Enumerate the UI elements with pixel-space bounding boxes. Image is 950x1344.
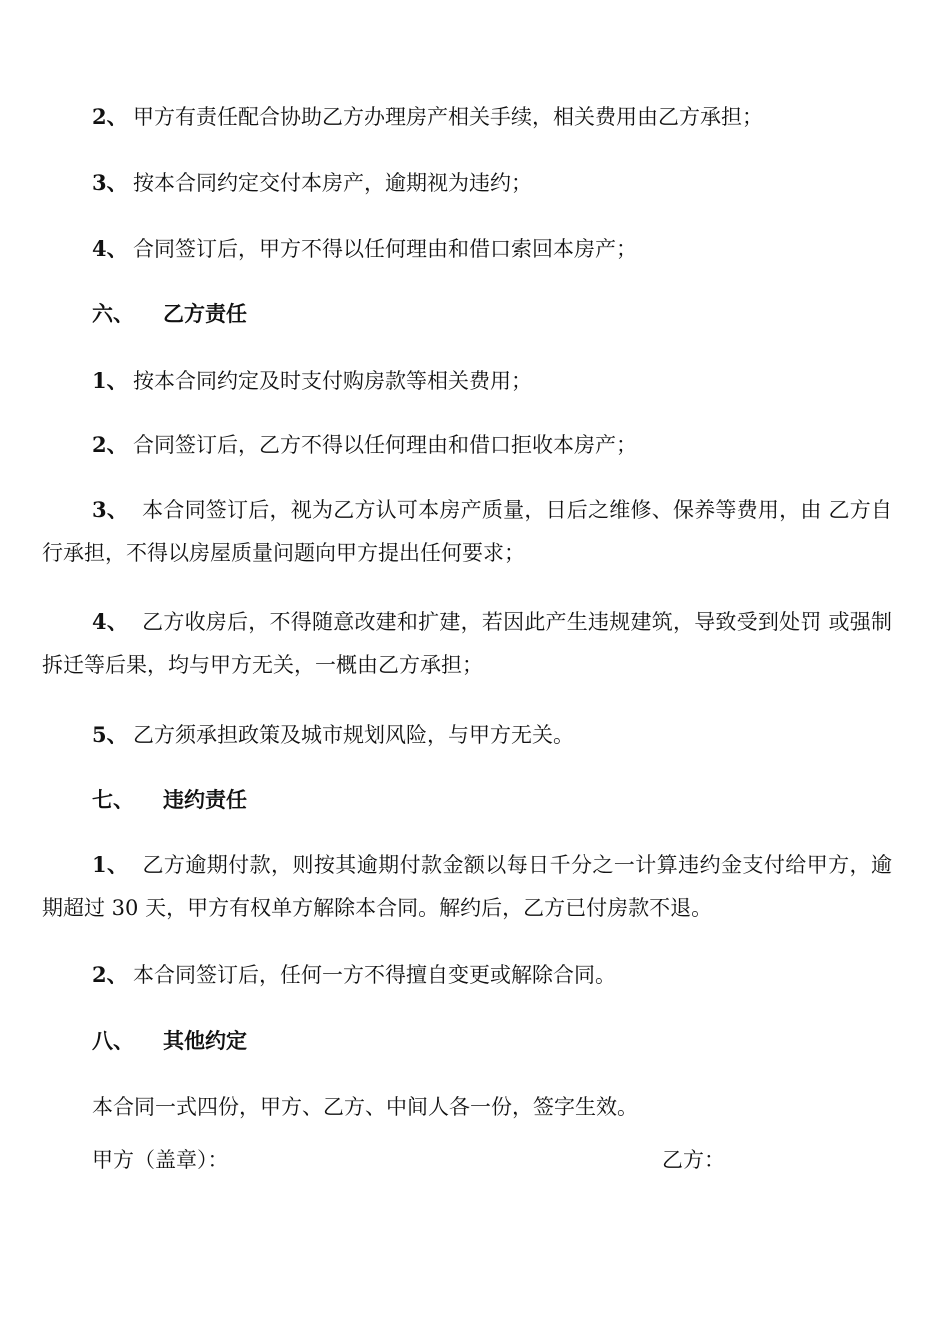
- item-text: 按本合同约定交付本房产，逾期视为违约；: [133, 171, 532, 195]
- item-number: 3、: [92, 497, 129, 522]
- section-title: 违约责任: [163, 787, 247, 812]
- item-number: 3、: [92, 170, 128, 195]
- list-item: [42, 600, 892, 687]
- item-text: 合同签订后，乙方不得以任何理由和借口拒收本房产；: [133, 433, 637, 457]
- section-number: 八、: [92, 1028, 134, 1053]
- item-text: 乙方逾期付款，则按其逾期付款金额以每日千分之一计算违约金支付给甲方，逾期超过 30 天，甲方有权单方解除本合同。解约后，乙方已付房款不退。: [42, 853, 892, 920]
- item-text: 本合同签订后，视为乙方认可本房产质量，日后之维修、保养等费用，由 乙方自行承担，不得以房屋质量问题向甲方提出任何要求；: [42, 498, 892, 565]
- item-number: 4、: [92, 609, 129, 634]
- item-text: 甲方有责任配合协助乙方办理房产相关手续，相关费用由乙方承担；: [133, 105, 763, 129]
- party-a-signature-label: 甲方（盖章）：: [92, 1148, 229, 1172]
- item-text: 按本合同约定及时支付购房款等相关费用；: [133, 369, 532, 393]
- item-text: 乙方须承担政策及城市规划风险，与甲方无关。: [133, 723, 574, 747]
- item-number: 2、: [92, 962, 128, 987]
- item-text: 合同签订后，甲方不得以任何理由和借口索回本房产；: [133, 237, 637, 261]
- section-number: 七、: [92, 787, 134, 812]
- item-number: 4、: [92, 236, 128, 261]
- item-number: 5、: [92, 722, 128, 747]
- party-b-signature-label: 乙方：: [662, 1148, 725, 1172]
- item-number: 2、: [92, 104, 128, 129]
- item-number: 2、: [92, 432, 128, 457]
- list-item: [42, 843, 892, 930]
- list-item: [42, 488, 892, 575]
- section-title: 其他约定: [163, 1028, 247, 1053]
- item-text: 乙方收房后，不得随意改建和扩建，若因此产生违规建筑，导致受到处罚 或强制拆迁等后果，均与甲方无关，一概由乙方承担；: [42, 610, 892, 677]
- section-number: 六、: [92, 301, 134, 326]
- section-title: 乙方责任: [163, 301, 247, 326]
- item-text: 本合同签订后，任何一方不得擅自变更或解除合同。: [133, 963, 616, 987]
- paragraph-text: 本合同一式四份，甲方、乙方、中间人各一份，签字生效。: [92, 1095, 638, 1119]
- item-number: 1、: [92, 368, 128, 393]
- item-number: 1、: [92, 852, 129, 877]
